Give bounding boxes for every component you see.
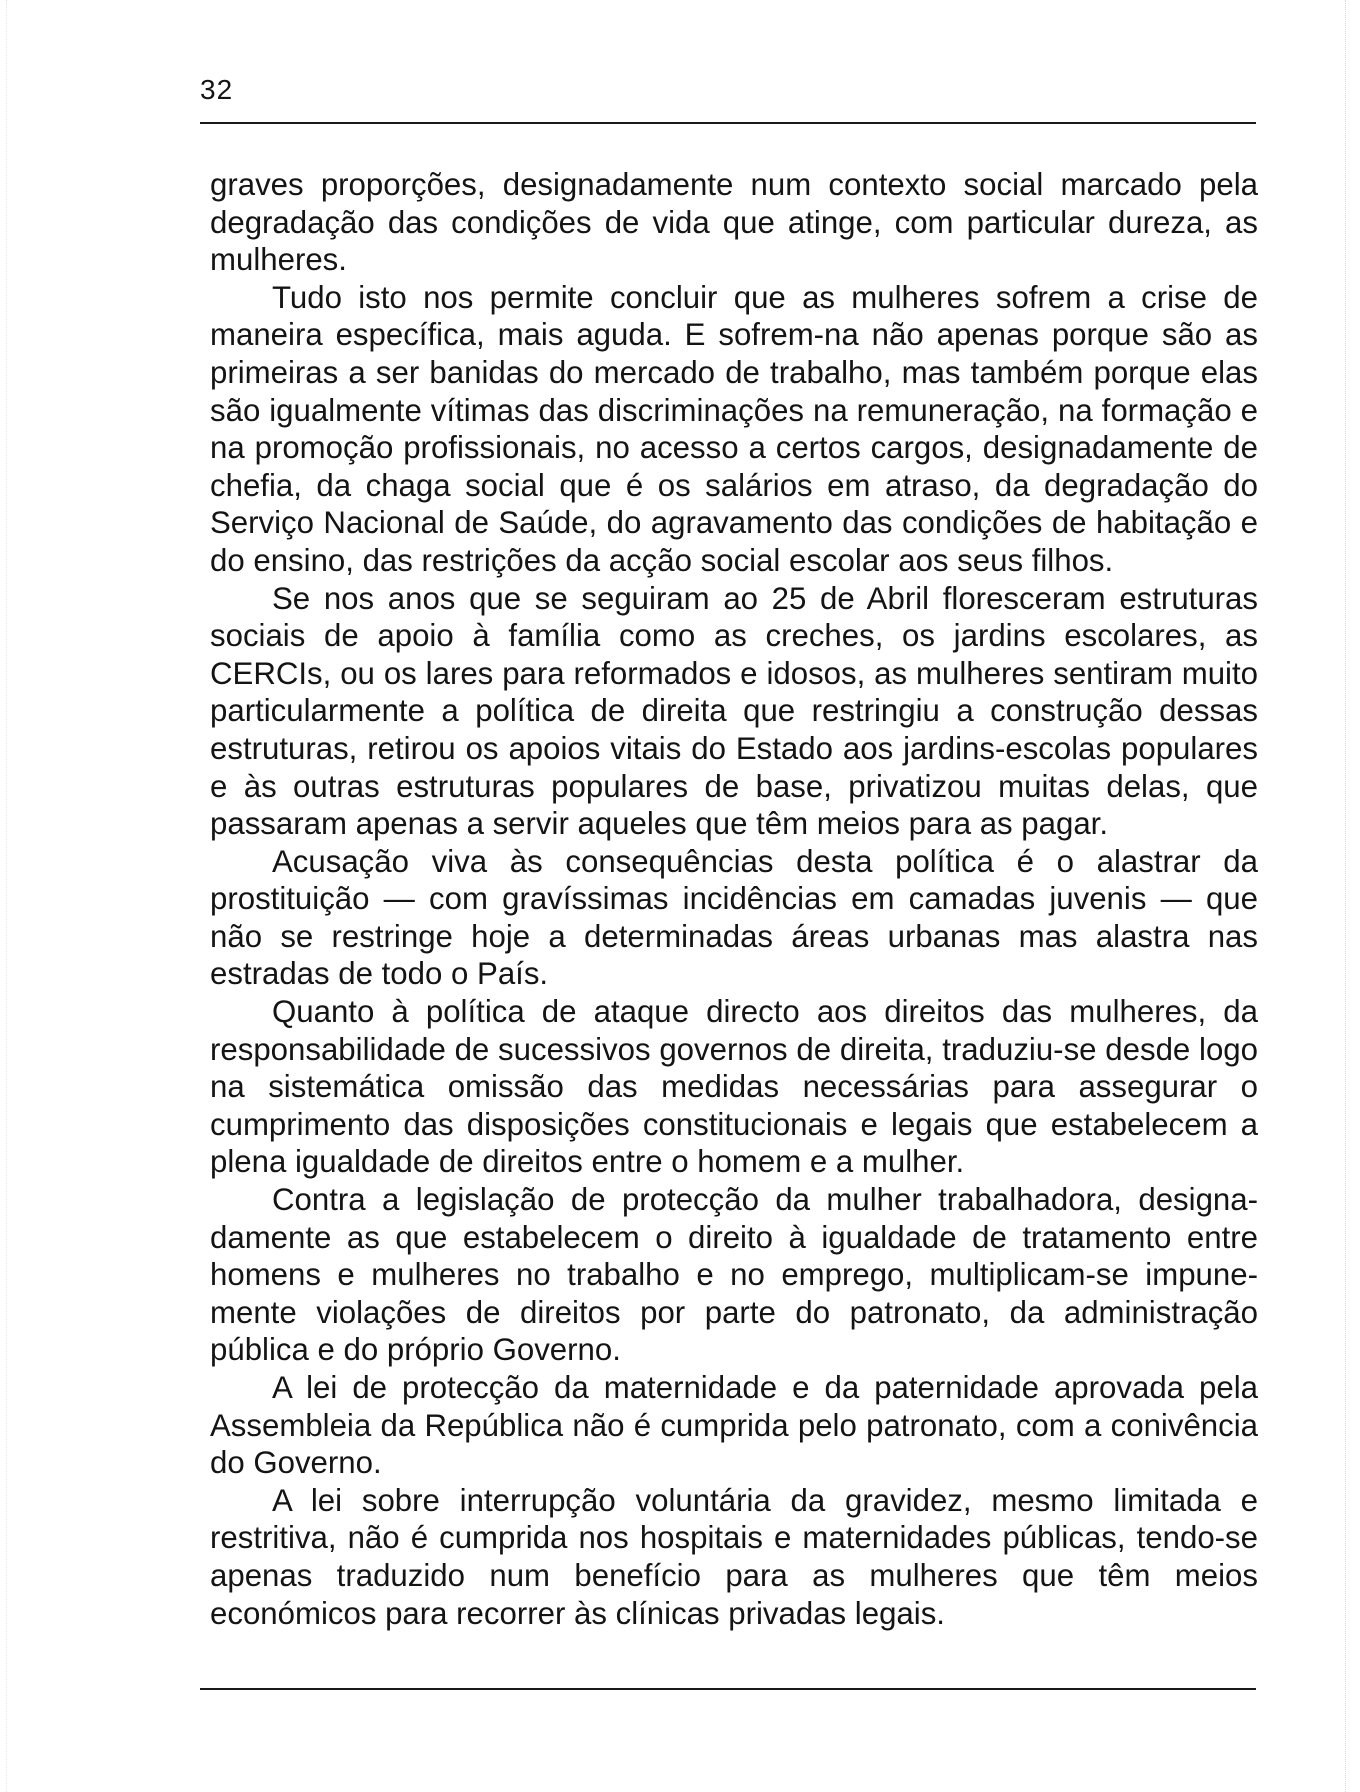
footer-rule [200,1688,1256,1690]
header-rule [200,122,1256,124]
paragraph: A lei sobre interrupção voluntária da gravidez, mesmo limitada e restritiva, não é cumprida nos hospitais e maternidades públicas, tendo-se apenas traduzido num benefício para as mulheres que têm meios económicos para recorrer às clínicas privadas legais. [210,1482,1258,1631]
paragraph: Tudo isto nos permite concluir que as mulheres sofrem a crise de maneira específica, mais aguda. E sofrem-na não apenas porque são as primeiras a ser banidas do mercado de trabalho, mas também porque elas são igualmente vítimas das discriminações na remuneração, na formação e na promoção profissionais, no acesso a certos cargos, designadamente de chefia, da chaga social que é os salários em atraso, da degradação do Serviço Nacional de Saúde, do agravamento das condições de habitação e do ensino, das restrições da acção social escolar aos seus filhos. [210,279,1258,578]
paragraph: Se nos anos que se seguiram ao 25 de Abril floresceram estruturas sociais de apoio à família como as creches, os jardins escolares, as CERCIs, ou os lares para reformados e idosos, as mulheres sentiram muito particularmente a política de direita que restringiu a construção dessas estruturas, retirou os apoios vitais do Estado aos jardins-escolas populares e às outras estruturas populares de base, privatizou muitas delas, que passaram apenas a servir aqueles que têm meios para as pagar. [210,580,1258,842]
scan-edge-right [1345,0,1346,1792]
page-number: 32 [200,74,234,105]
paragraph-continuation: graves proporções, designadamente num contexto social marcado pela degradação das condições de vida que atinge, com particular dureza, as mulheres. [210,167,1258,278]
paragraph: A lei de protecção da maternidade e da paternidade aprovada pela Assembleia da República não é cumprida pelo patronato, com a conivência do Governo. [210,1370,1258,1481]
paragraph: Acusação viva às consequências desta política é o alastrar da prostituição — com gravíssimas incidências em camadas juvenis — que não se restringe hoje a determinadas áreas urbanas mas alastra nas estradas de todo o País. [210,843,1258,992]
paragraph: Quanto à política de ataque directo aos direitos das mulheres, da responsabilidade de sucessivos governos de direita, traduziu-se desde logo na sistemática omissão das medidas necessárias para assegurar o cumprimento das disposições constitucionais e legais que estabelecem a plena igualdade de direitos entre o homem e a mulher. [210,994,1258,1180]
paragraph: Contra a legislação de protecção da mulher trabalhadora, designadamente as que estabelecem o direito à igualdade de tratamento entre homens e mulheres no trabalho e no emprego, multiplicam-se impunemente violações de direitos por parte do patronato, da administração pública e do próprio Governo. [210,1182,1258,1368]
body-text [210,166,1258,1632]
scan-edge-left [6,0,7,1792]
